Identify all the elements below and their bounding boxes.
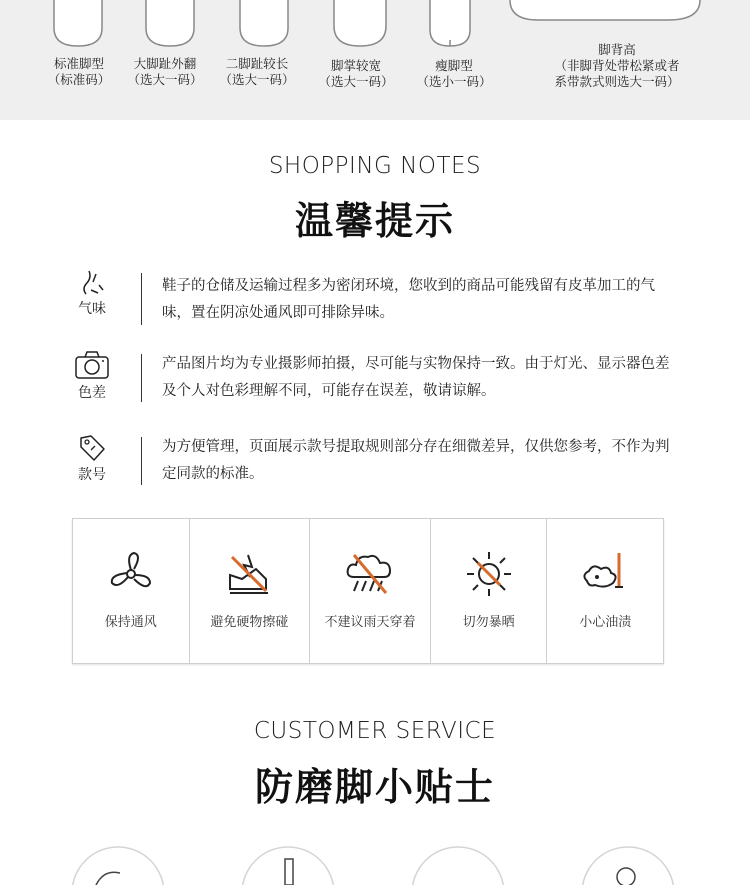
no-rain-icon bbox=[344, 549, 396, 599]
anti-wear-tip-circle-1 bbox=[70, 845, 170, 885]
oil-stain-icon bbox=[579, 549, 631, 599]
care-tip-oil-stain: 小心油渍 bbox=[547, 519, 663, 663]
foot-type-slim: 瘦脚型 （选小一码） bbox=[416, 58, 492, 89]
note-divider bbox=[141, 273, 142, 325]
customer-service-title-cn: 防磨脚小贴士 bbox=[254, 765, 495, 809]
no-hard-object-icon bbox=[224, 549, 274, 599]
anti-wear-tip-circle-3 bbox=[410, 845, 510, 885]
sun-icon bbox=[464, 549, 514, 599]
tag-icon bbox=[77, 434, 107, 462]
foot-type-bunion: 大脚趾外翻 （选大一码） bbox=[127, 56, 203, 87]
note-color: 色差 bbox=[70, 350, 114, 402]
slim-foot-icon bbox=[428, 0, 472, 48]
shopping-notes-title-cn: 温馨提示 bbox=[294, 199, 455, 243]
wide-foot-icon bbox=[332, 0, 388, 48]
shopping-notes-title-en: SHOPPING NOTES bbox=[268, 153, 482, 179]
camera-icon bbox=[74, 350, 110, 380]
note-style-number-text: 为方便管理，页面展示款号提取规则部分存在细微差异，仅供您参考，不作为判定同款的标准。 bbox=[162, 439, 670, 482]
note-color-text: 产品图片均为专业摄影师拍摄，尽可能与实物保持一致。由于灯光、显示器色差及个人对色彩理解不同，可能存在误差，敬请谅解。 bbox=[162, 356, 670, 399]
anti-wear-tip-circle-2 bbox=[240, 845, 340, 885]
foot-type-standard: 标准脚型 （标准码） bbox=[47, 56, 111, 87]
care-tip-no-rain: 不建议雨天穿着 bbox=[310, 519, 431, 663]
bunion-foot-icon bbox=[144, 0, 196, 48]
high-instep-foot-icon bbox=[508, 0, 702, 26]
customer-service-title-en: CUSTOMER SERVICE bbox=[253, 718, 497, 744]
care-tips-box bbox=[72, 518, 664, 664]
note-smell: 气味 bbox=[70, 268, 114, 318]
fan-icon bbox=[106, 549, 156, 599]
long-second-toe-foot-icon bbox=[238, 0, 290, 48]
note-smell-text: 鞋子的仓储及运输过程多为密闭环境，您收到的商品可能残留有皮革加工的气味，置在阴凉处通风即可排除异味。 bbox=[162, 278, 655, 321]
care-tip-avoid-hard-objects: 避免硬物擦碰 bbox=[190, 519, 311, 663]
note-style-number: 款号 bbox=[70, 434, 114, 484]
note-divider bbox=[141, 437, 142, 485]
anti-wear-tip-circle-4 bbox=[580, 845, 680, 885]
note-divider bbox=[141, 354, 142, 402]
smell-icon bbox=[77, 268, 107, 296]
care-tip-ventilate: 保持通风 bbox=[73, 519, 190, 663]
foot-type-long-second-toe: 二脚趾较长 （选大一码） bbox=[219, 56, 295, 87]
standard-foot-icon bbox=[52, 0, 104, 48]
foot-type-wide: 脚掌较宽 （选大一码） bbox=[318, 58, 394, 89]
foot-type-band bbox=[0, 0, 750, 120]
foot-type-high-instep: 脚背高 （非脚背处带松紧或者 系带款式则选大一码） bbox=[554, 42, 680, 89]
care-tip-no-sun: 切勿暴晒 bbox=[431, 519, 548, 663]
